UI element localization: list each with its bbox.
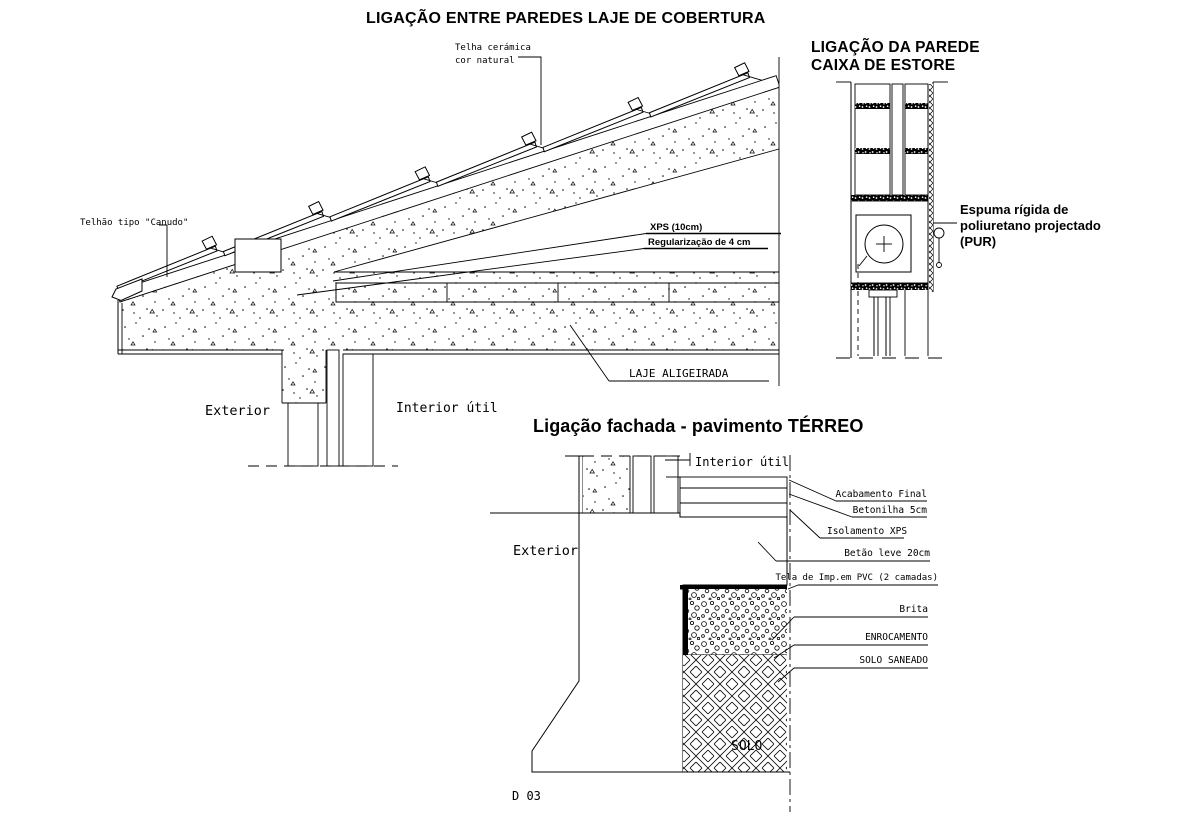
shutter-wall-outer-brick xyxy=(855,84,890,195)
tile-label-line2: cor natural xyxy=(455,56,515,66)
roof-exterior-label: Exterior xyxy=(205,403,271,419)
leveling-label: Regularização de 4 cm xyxy=(648,237,751,248)
soil-label: SOLO xyxy=(731,739,763,754)
roof-wall-insulation-core xyxy=(327,350,339,466)
floor-finish-layer xyxy=(680,477,787,488)
window-frame-head xyxy=(869,290,897,297)
roof-beam-block xyxy=(235,239,281,272)
ground-exterior-label: Exterior xyxy=(513,543,579,559)
insulation-label: Isolamento XPS xyxy=(827,526,908,537)
leader-tile-label xyxy=(518,57,541,145)
soil-region xyxy=(683,655,787,772)
eave-tile-label: Telhão tipo "Canudo" xyxy=(80,218,189,228)
shutter-wall-render-strip xyxy=(929,84,933,292)
roller-guide xyxy=(934,228,944,238)
sheet-code: D 03 xyxy=(512,789,541,803)
roof-interior-label: Interior útil xyxy=(396,401,498,416)
pvc-membrane xyxy=(680,585,787,590)
ground-wall-brick xyxy=(654,456,678,513)
pur-label-line3: (PUR) xyxy=(960,234,997,249)
ground-interior-label: Interior útil xyxy=(695,455,789,469)
pur-label-line2: poliuretano projectado xyxy=(960,218,1101,233)
clean-soil-label: SOLO SANEADO xyxy=(859,655,928,666)
shutter-title-line1: LIGAÇÃO DA PAREDE xyxy=(811,39,980,56)
screed-label: Betonilha 5cm xyxy=(852,505,927,516)
floor-insulation-layer xyxy=(680,503,787,517)
tile-label-line1: Telha cerámica xyxy=(455,43,531,53)
gravel-layer xyxy=(688,589,787,655)
finish-label: Acabamento Final xyxy=(835,489,927,500)
shutter-title-line2: CAIXA DE ESTORE xyxy=(811,57,956,74)
roof-wall-outer-brick xyxy=(288,403,318,466)
floor-screed-layer xyxy=(680,488,787,503)
slab-label: LAJE ALIGEIRADA xyxy=(629,367,729,380)
membrane-label: Tela de Imp.em PVC (2 camadas) xyxy=(775,573,938,583)
shutter-wall-inner-brick xyxy=(905,84,928,195)
shutter-wall-insulation-core xyxy=(892,84,903,195)
rockfill-label: ENROCAMENTO xyxy=(865,632,928,643)
gravel-label: Brita xyxy=(899,604,928,615)
roof-wall-inner-brick xyxy=(343,354,373,466)
shutter-box-drawing xyxy=(811,38,1101,358)
ground-wall-outer-leaf xyxy=(583,456,630,513)
ground-floor-drawing xyxy=(490,415,938,812)
light-concrete-label: Betão leve 20cm xyxy=(844,548,930,559)
xps-label: XPS (10cm) xyxy=(650,222,703,233)
roof-detail-title: LIGAÇÃO ENTRE PAREDES LAJE DE COBERTURA xyxy=(366,10,766,27)
ground-wall-insulation xyxy=(633,456,651,513)
roof-detail-drawing xyxy=(80,7,781,466)
ground-detail-title: Ligação fachada - pavimento TÉRREO xyxy=(533,416,864,436)
pur-label-line1: Espuma rígida de xyxy=(960,202,1069,217)
